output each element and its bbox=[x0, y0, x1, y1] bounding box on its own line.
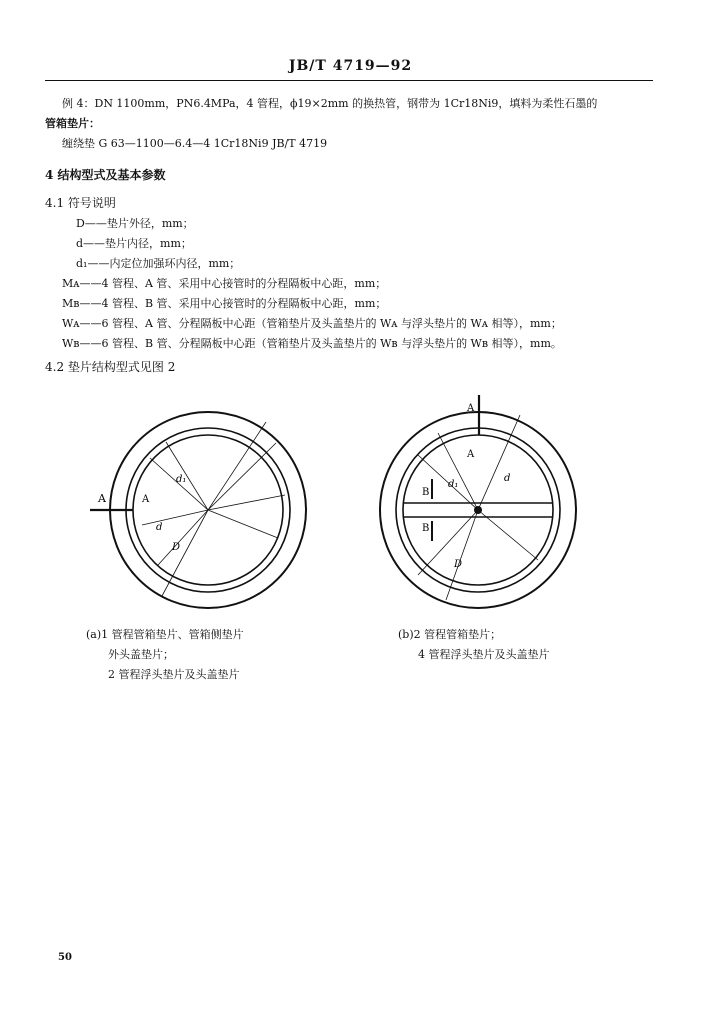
symbol-d: d——垫片内径，mm； bbox=[76, 237, 192, 250]
dim-line-left-lower bbox=[418, 510, 478, 575]
example-line-2: 管箱垫片： bbox=[45, 117, 100, 130]
dim-line-d bbox=[478, 415, 520, 510]
caption-a-line-1: (a)1 管程管箱垫片、管箱侧垫片 bbox=[86, 628, 244, 641]
label-d1: d₁ bbox=[448, 479, 459, 490]
symbol-MA: Mᴀ——4 管程、A 管、采用中心接管时的分程隔板中心距，mm； bbox=[62, 277, 387, 290]
dim-line-d1-right bbox=[208, 495, 285, 510]
label-A-inner: A bbox=[467, 449, 475, 460]
label-A-inner: A bbox=[142, 494, 150, 505]
caption-a-line-3: 2 管程浮头垫片及头盖垫片 bbox=[108, 668, 240, 681]
dim-line-d1 bbox=[166, 442, 208, 510]
label-D: D bbox=[454, 559, 463, 570]
dim-line-upper-left bbox=[438, 433, 478, 510]
figure-a-gasket-diagram bbox=[80, 410, 340, 620]
section-4-1-title: 4.1 符号说明 bbox=[45, 196, 116, 210]
label-d: d bbox=[504, 473, 511, 484]
page-number: 50 bbox=[58, 952, 72, 963]
symbol-MB: Mʙ——4 管程、B 管、采用中心接管时的分程隔板中心距，mm； bbox=[62, 297, 387, 310]
caption-b-line-1: (b)2 管程管箱垫片； bbox=[398, 628, 502, 641]
section-4-title: 4 结构型式及基本参数 bbox=[45, 168, 166, 182]
label-B-upper: B bbox=[422, 487, 430, 498]
figure-b-gasket-diagram bbox=[378, 395, 588, 620]
caption-a-line-2: 外头盖垫片； bbox=[108, 648, 174, 661]
label-d1: d₁ bbox=[176, 474, 187, 485]
dim-line-D bbox=[446, 510, 478, 600]
symbol-WA: Wᴀ——6 管程、A 管、分程隔板中心距（管箱垫片及头盖垫片的 Wᴀ 与浮头垫片的 Wᴀ 相等），mm； bbox=[62, 317, 562, 330]
symbol-D: D——垫片外径，mm； bbox=[76, 217, 194, 230]
label-A-outer: A bbox=[98, 492, 106, 505]
dim-line-right-lower bbox=[208, 510, 278, 538]
example-designation: 缠绕垫 G 63—1100—6.4—4 1Cr18Ni9 JB/T 4719 bbox=[62, 137, 328, 150]
section-4-2-title: 4.2 垫片结构型式见图 2 bbox=[45, 360, 176, 374]
label-D: D bbox=[172, 542, 181, 553]
example-line-1: 例 4：DN 1100mm，PN6.4MPa，4 管程，ϕ19×2mm 的换热管，钢带为 1Cr18Ni9，填料为柔性石墨的 bbox=[62, 97, 598, 110]
header-rule bbox=[45, 80, 653, 81]
symbol-WB: Wʙ——6 管程、B 管、分程隔板中心距（管箱垫片及头盖垫片的 Wʙ 与浮头垫片的 Wʙ 相等），mm。 bbox=[62, 337, 562, 350]
page-header: JB/T 4719—92 bbox=[288, 58, 413, 74]
symbol-d1: d₁——内定位加强环内径，mm； bbox=[76, 257, 241, 270]
caption-b-line-2: 4 管程浮头垫片及头盖垫片 bbox=[418, 648, 550, 661]
center-mark bbox=[474, 506, 482, 514]
dim-line-d-right bbox=[208, 443, 276, 510]
label-d: d bbox=[156, 522, 163, 533]
label-A-top: A bbox=[467, 403, 475, 414]
label-B-lower: B bbox=[422, 523, 430, 534]
dim-line-left-lower bbox=[142, 510, 208, 525]
